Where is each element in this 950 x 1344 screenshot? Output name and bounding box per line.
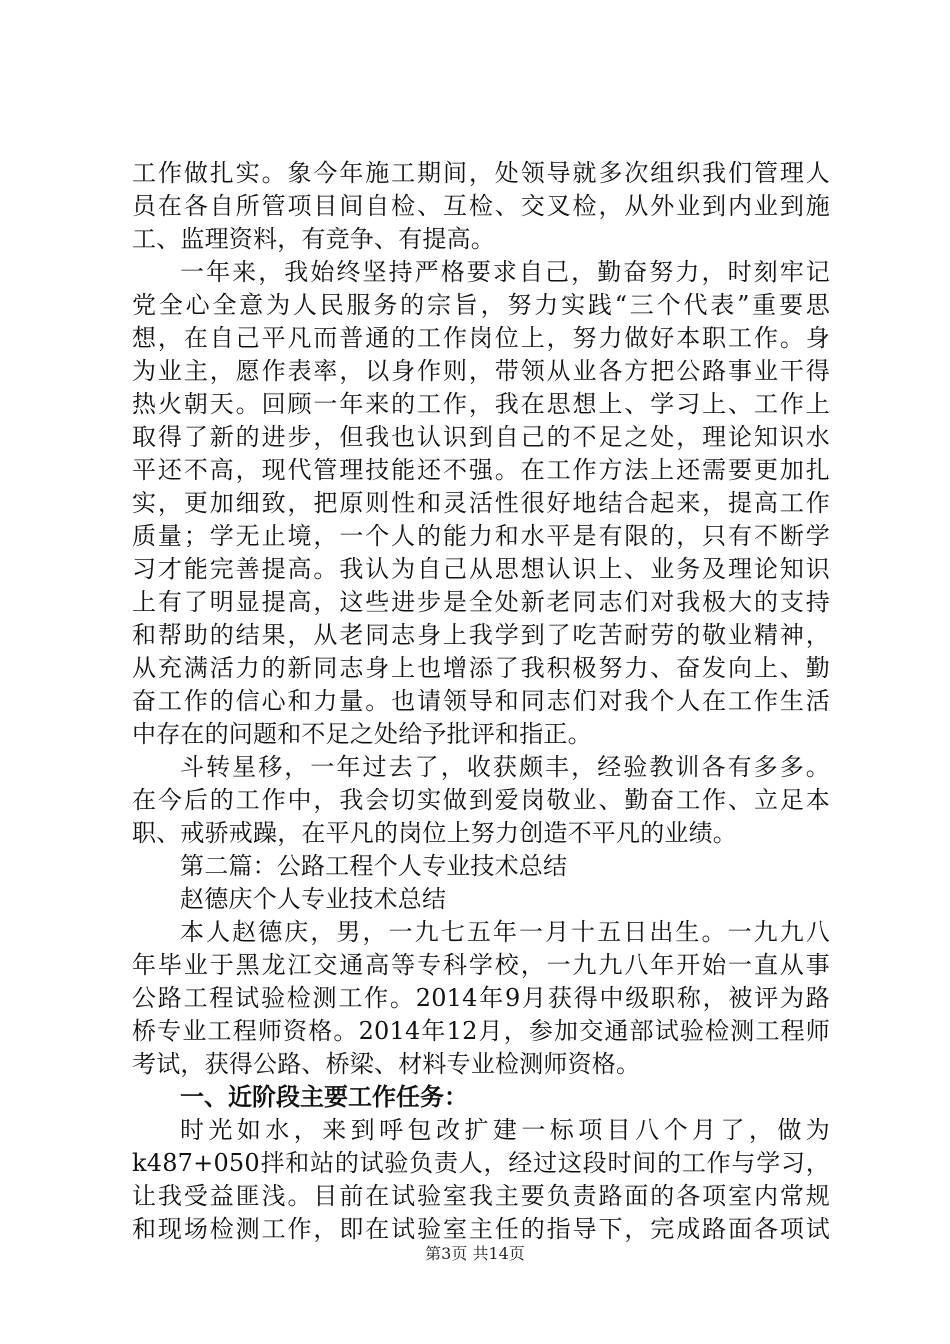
text-line: 上有了明显提高，这些进步是全处新老同志们对我极大的支持 — [132, 588, 830, 616]
text-line: 平还不高，现代管理技能还不强。在工作方法上还需要更加扎 — [132, 456, 830, 484]
text-line: 让我受益匪浅。目前在试验室我主要负责路面的各项室内常规 — [132, 1182, 830, 1210]
text-line: 工、监理资料，有竞争、有提高。 — [132, 225, 495, 253]
page-footer: 第3页 共14页 — [425, 1244, 525, 1263]
text-line: 取得了新的进步，但我也认识到自己的不足之处，理论知识水 — [132, 423, 830, 451]
section-heading: 一、近阶段主要工作任务： — [180, 1083, 468, 1111]
text-line: 工作做扎实。象今年施工期间，处领导就多次组织我们管理人 — [132, 159, 830, 187]
text-line: 想，在自己平凡而普通的工作岗位上，努力做好本职工作。身 — [132, 324, 830, 352]
subtitle: 赵德庆个人专业技术总结 — [180, 885, 447, 913]
text-line: 热火朝天。回顾一年来的工作，我在思想上、学习上、工作上 — [132, 390, 830, 418]
text-line: 奋工作的信心和力量。也请领导和同志们对我个人在工作生活 — [132, 687, 830, 715]
paragraph-start-line: 时光如水，来到呼包改扩建一标项目八个月了，做为 — [180, 1116, 830, 1144]
text-line: 质量；学无止境，一个人的能力和水平是有限的，只有不断学 — [132, 522, 830, 550]
text-line: 年毕业于黑龙江交通高等专科学校，一九九八年开始一直从事 — [132, 951, 830, 979]
text-line: 考试，获得公路、桥梁、材料专业检测师资格。 — [132, 1050, 641, 1078]
section-title: 第二篇：公路工程个人专业技术总结 — [180, 852, 568, 880]
text-line: 和帮助的结果，从老同志身上我学到了吃苦耐劳的敬业精神， — [132, 621, 830, 649]
text-line: k487+050拌和站的试验负责人，经过这段时间的工作与学习， — [132, 1149, 830, 1177]
text-line: 职、戒骄戒躁，在平凡的岗位上努力创造不平凡的业绩。 — [132, 819, 737, 847]
text-line: 中存在的问题和不足之处给予批评和指正。 — [132, 720, 592, 748]
text-line: 从充满活力的新同志身上也增添了我积极努力、奋发向上、勤 — [132, 654, 830, 682]
text-line: 和现场检测工作，即在试验室主任的指导下，完成路面各项试 — [132, 1215, 830, 1243]
text-line: 为业主，愿作表率，以身作则，带领从业各方把公路事业干得 — [132, 357, 830, 385]
paragraph-start-line: 斗转星移，一年过去了，收获颇丰，经验教训各有多多。 — [180, 753, 830, 781]
text-line: 在今后的工作中，我会切实做到爱岗敬业、勤奋工作、立足本 — [132, 786, 830, 814]
text-line: 党全心全意为人民服务的宗旨，努力实践“三个代表”重要思 — [132, 291, 830, 319]
paragraph-start-line: 一年来，我始终坚持严格要求自己，勤奋努力，时刻牢记 — [180, 258, 830, 286]
document-body — [132, 157, 830, 1246]
text-line: 习才能完善提高。我认为自己从思想认识上、业务及理论知识 — [132, 555, 830, 583]
text-line: 实，更加细致，把原则性和灵活性很好地结合起来，提高工作 — [132, 489, 830, 517]
paragraph-start-line: 本人赵德庆，男，一九七五年一月十五日出生。一九九八 — [180, 918, 830, 946]
text-line: 员在各自所管项目间自检、互检、交叉检，从外业到内业到施 — [132, 192, 830, 220]
text-line: 桥专业工程师资格。2014年12月，参加交通部试验检测工程师 — [132, 1017, 830, 1045]
text-line: 公路工程试验检测工作。2014年9月获得中级职称，被评为路 — [132, 984, 830, 1012]
